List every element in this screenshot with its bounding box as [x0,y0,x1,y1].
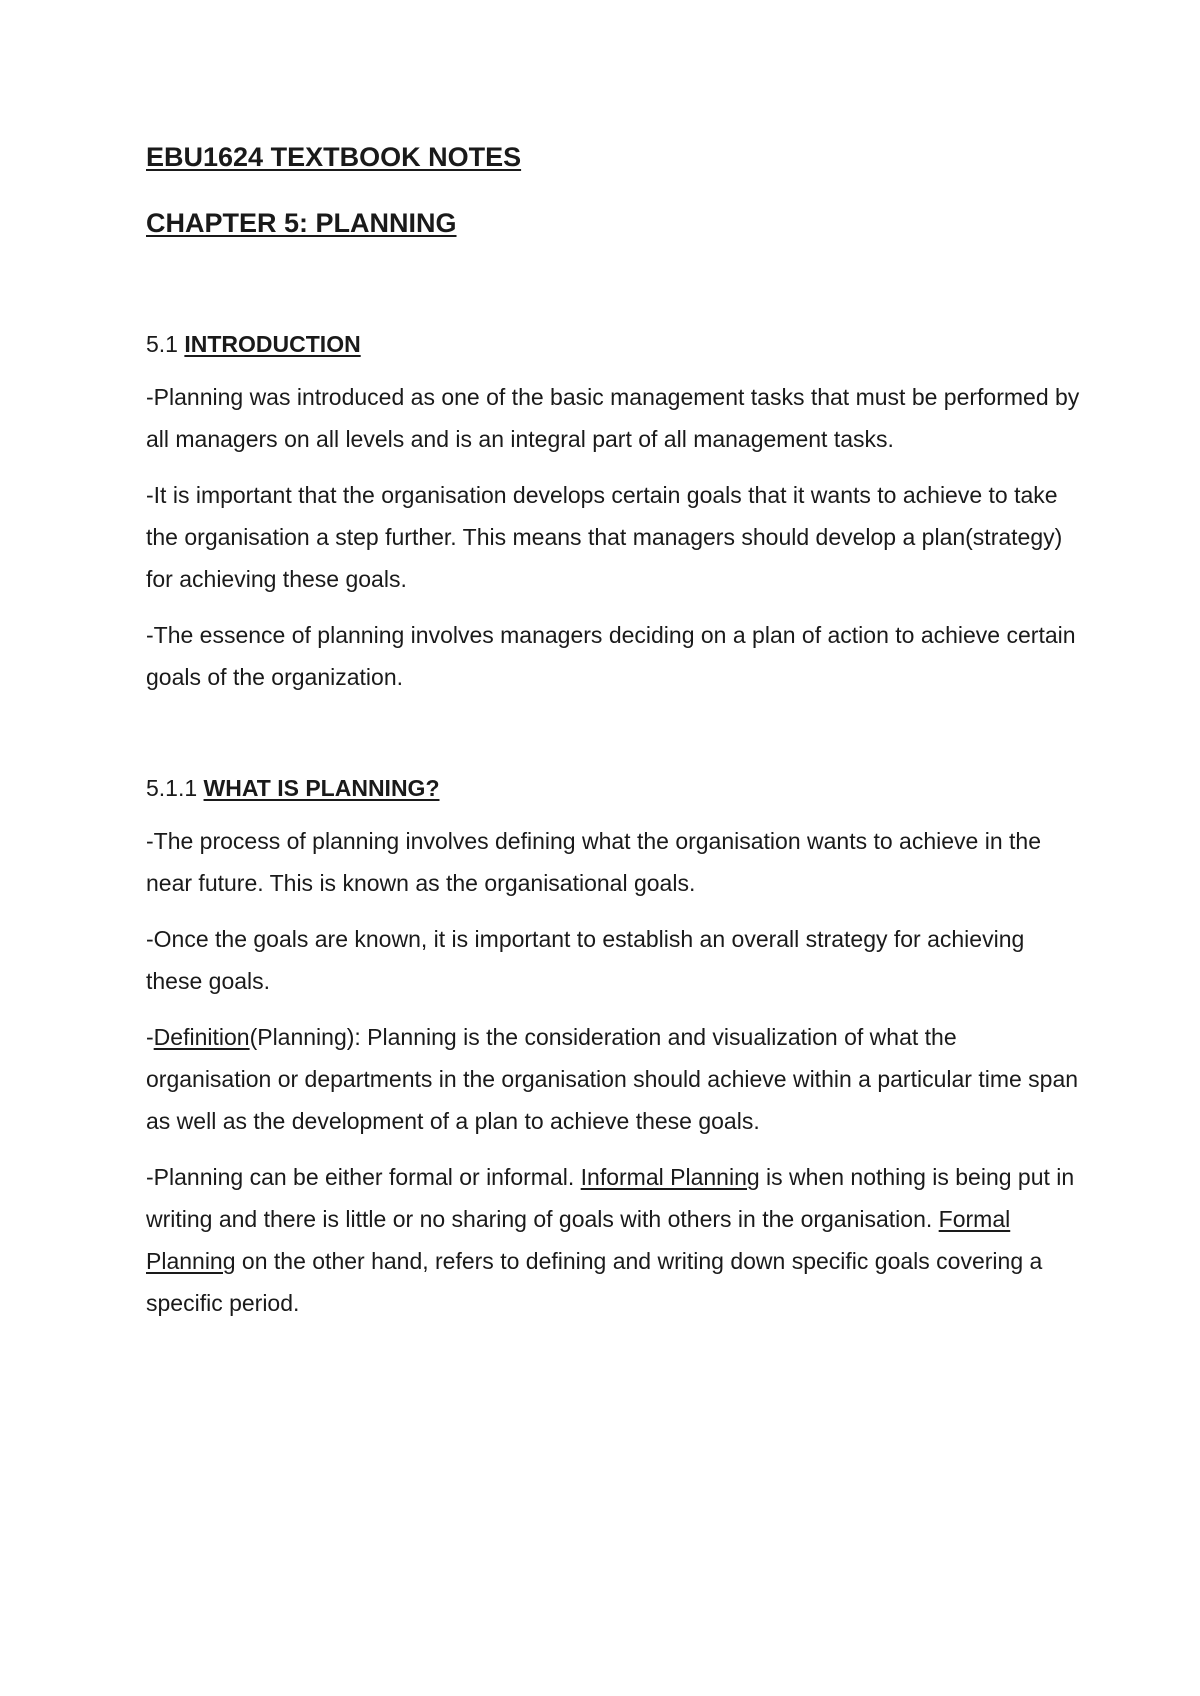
informal-planning-text: is when nothing is being put in writing and there is little or no sharing of goals with others in the organisation. [146,1164,1075,1232]
informal-planning-term: Informal Planning [580,1164,760,1190]
section-number: 5.1 [146,331,178,357]
intro-paragraph-2: -It is important that the organisation develops certain goals that it wants to achieve to take the organisation a step further. This means that managers should develop a plan(strategy) for achieving these goals. [146,482,1063,592]
definition-text: (Planning): Planning is the consideration and visualization of what the organisation or departments in the organisation should achieve within a particular time span as well as the development of a plan to achieve these goals. [146,1024,1079,1134]
definition-prefix: - [146,1024,154,1050]
chapter-title: CHAPTER 5: PLANNING [146,208,457,238]
planning-paragraph-1: -The process of planning involves defining what the organisation wants to achieve in the near future. This is known as the organisational goals. [146,828,1041,896]
formal-informal-intro: -Planning can be either formal or informal. [146,1164,581,1190]
document-body [146,140,1086,1324]
definition-term: Definition [153,1024,250,1050]
section-number: 5.1.1 [146,775,198,801]
document-title: EBU1624 TEXTBOOK NOTES [146,142,522,172]
section-heading-what-is-planning [146,772,1086,804]
section-heading-introduction [146,328,1086,360]
formal-planning-term: Formal Planning [146,1206,1011,1274]
section-title: WHAT IS PLANNING? [203,775,440,801]
definition-paragraph [146,1016,1086,1142]
section-title: INTRODUCTION [184,331,361,357]
formal-informal-paragraph [146,1156,1086,1324]
formal-planning-text: on the other hand, refers to defining and writing down specific goals covering a specific period. [146,1248,1043,1316]
intro-paragraph-3: -The essence of planning involves managers deciding on a plan of action to achieve certain goals of the organization. [146,622,1076,690]
planning-paragraph-2: -Once the goals are known, it is important to establish an overall strategy for achieving these goals. [146,926,1025,994]
intro-paragraph-1: -Planning was introduced as one of the basic management tasks that must be performed by all managers on all levels and is an integral part of all management tasks. [146,384,1080,452]
